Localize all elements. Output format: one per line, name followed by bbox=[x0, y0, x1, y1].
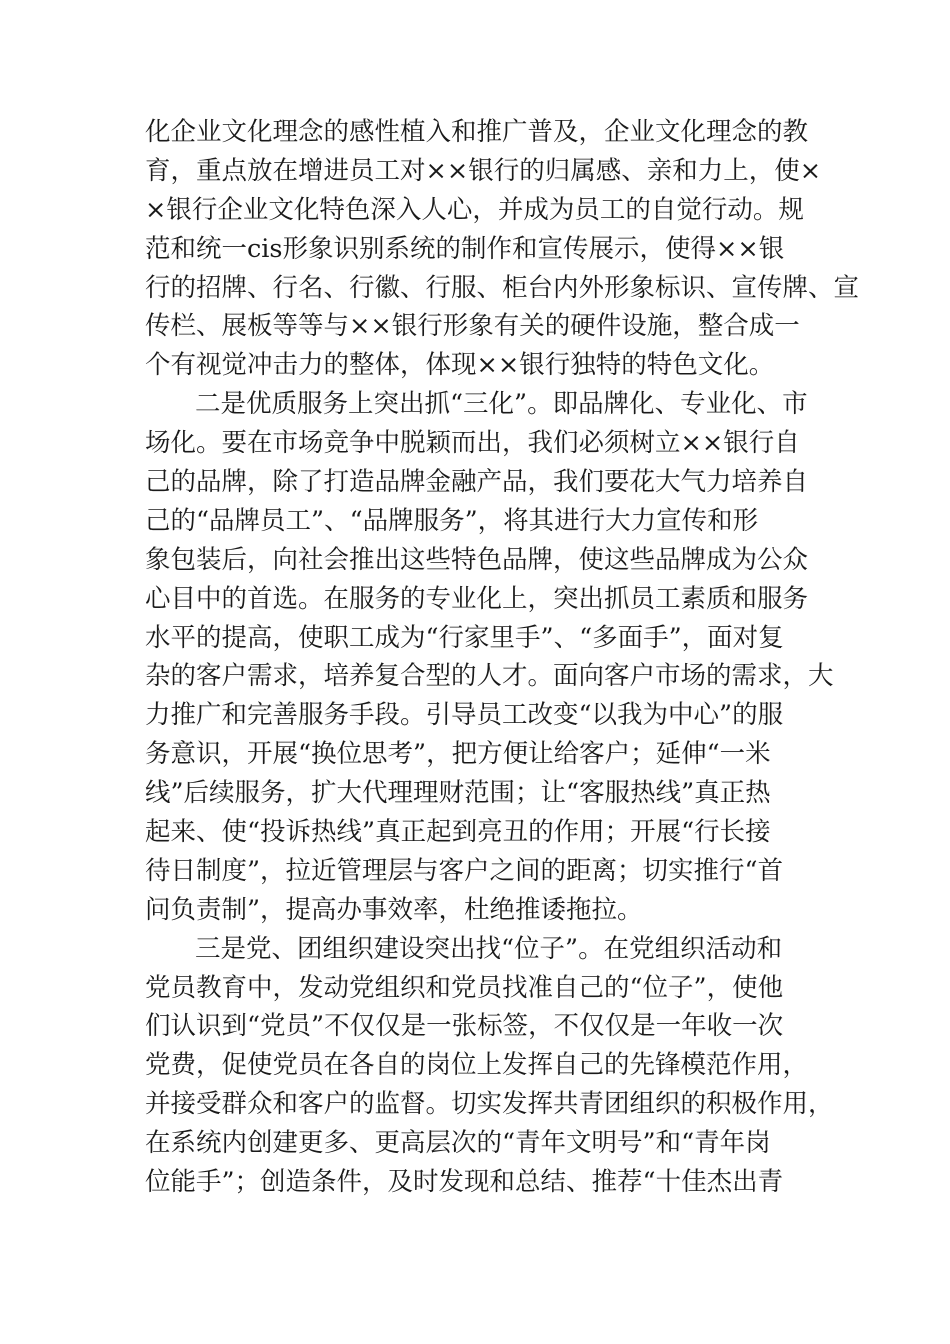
paragraph-2-line-14: 问负责制”，提高办事效率，杜绝推诿拖拉。 bbox=[145, 894, 643, 925]
paragraph-3-line-4: 党费，促使党员在各自的岗位上发挥自己的先锋模范作用， bbox=[145, 1050, 809, 1081]
paragraph-1-line-3: ×银行企业文化特色深入人心，并成为员工的自觉行动。规 bbox=[145, 194, 804, 225]
paragraph-2-line-12: 起来、使“投诉热线”真正起到亮丑的作用；开展“行长接 bbox=[145, 817, 771, 848]
paragraph-2-line-7: 水平的提高，使职工成为“行家里手”、“多面手”，面对复 bbox=[145, 622, 784, 653]
paragraph-3-line-5: 并接受群众和客户的监督。切实发挥共青团组织的积极作用， bbox=[145, 1089, 834, 1120]
document-body bbox=[145, 113, 860, 1202]
paragraph-2-line-13: 待日制度”，拉近管理层与客户之间的距离；切实推行“首 bbox=[145, 855, 784, 886]
paragraph-3-line-3: 们认识到“党员”不仅仅是一张标签，不仅仅是一年收一次 bbox=[145, 1011, 784, 1042]
paragraph-3-line-1: 三是党、团组织建设突出找“位子”。在党组织活动和 bbox=[195, 933, 783, 964]
paragraph-1-line-5: 行的招牌、行名、行徽、行服、柜台内外形象标识、宣传牌、宣 bbox=[145, 272, 860, 303]
paragraph-2-line-5: 象包装后，向社会推出这些特色品牌，使这些品牌成为公众 bbox=[145, 544, 809, 575]
paragraph-2-line-10: 务意识，开展“换位思考”，把方便让给客户；延伸“一米 bbox=[145, 739, 771, 770]
paragraph-2-line-8: 杂的客户需求，培养复合型的人才。面向客户市场的需求，大 bbox=[145, 661, 834, 692]
paragraph-2-line-4: 己的“品牌员工”、“品牌服务”，将其进行大力宣传和形 bbox=[145, 505, 759, 536]
paragraph-3-line-6: 在系统内创建更多、更高层次的“青年文明号”和“青年岗 bbox=[145, 1128, 771, 1159]
paragraph-2-line-11: 线”后续服务，扩大代理理财范围；让“客服热线”真正热 bbox=[145, 778, 771, 809]
paragraph-2-line-2: 场化。要在市场竞争中脱颖而出，我们必须树立××银行自 bbox=[145, 428, 800, 459]
paragraph-2-line-1: 二是优质服务上突出抓“三化”。即品牌化、专业化、市 bbox=[195, 389, 808, 420]
paragraph-3-line-2: 党员教育中，发动党组织和党员找准自己的“位子”，使他 bbox=[145, 972, 784, 1003]
paragraph-1-line-2: 育，重点放在增进员工对××银行的归属感、亲和力上，使× bbox=[145, 155, 822, 186]
paragraph-1-line-7: 个有视觉冲击力的整体，体现××银行独特的特色文化。 bbox=[145, 350, 775, 381]
paragraph-1-line-1: 化企业文化理念的感性植入和推广普及，企业文化理念的教 bbox=[145, 117, 809, 147]
paragraph-2-line-6: 心目中的首选。在服务的专业化上，突出抓员工素质和服务 bbox=[145, 583, 809, 614]
paragraph-2-line-3: 己的品牌，除了打造品牌金融产品，我们要花大气力培养自 bbox=[145, 467, 809, 498]
paragraph-2-line-9: 力推广和完善服务手段。引导员工改变“以我为中心”的服 bbox=[145, 700, 784, 731]
paragraph-1-line-4: 范和统一cis形象识别系统的制作和宣传展示，使得××银 bbox=[145, 233, 785, 264]
paragraph-1-line-6: 传栏、展板等等与××银行形象有关的硬件设施，整合成一 bbox=[145, 311, 800, 342]
paragraph-3-line-7: 位能手”；创造条件，及时发现和总结、推荐“十佳杰出青 bbox=[145, 1167, 784, 1198]
